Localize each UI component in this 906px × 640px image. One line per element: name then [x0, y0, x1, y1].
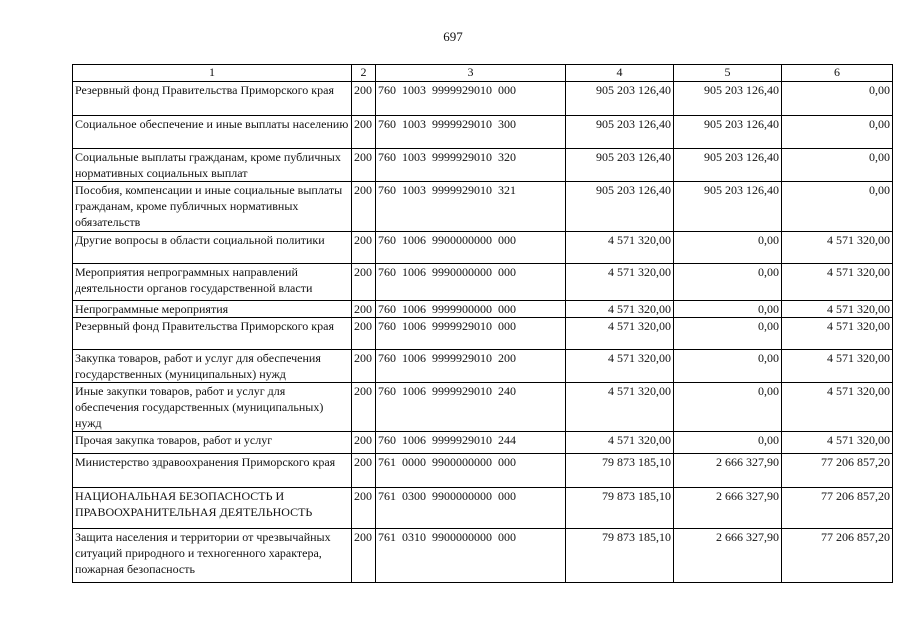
row-value-5: 905 203 126,40 [674, 82, 782, 116]
page-number: 697 [443, 29, 463, 44]
row-value-6: 4 571 320,00 [782, 318, 893, 350]
row-grbs: 200 [352, 182, 376, 232]
row-value-5: 905 203 126,40 [674, 149, 782, 182]
row-value-4: 905 203 126,40 [566, 116, 674, 149]
row-value-5: 2 666 327,90 [674, 488, 782, 529]
row-value-5: 0,00 [674, 350, 782, 383]
row-name: Пособия, компенсации и иные социальные выплаты гражданам, кроме публичных нормативных обязательств [73, 182, 352, 232]
row-value-4: 79 873 185,10 [566, 529, 674, 583]
row-value-6: 0,00 [782, 149, 893, 182]
row-value-4: 905 203 126,40 [566, 182, 674, 232]
row-value-4: 79 873 185,10 [566, 488, 674, 529]
row-name: Иные закупки товаров, работ и услуг для обеспечения государственных (муниципальных) нужд [73, 383, 352, 432]
row-value-5: 2 666 327,90 [674, 454, 782, 488]
table-row [73, 116, 893, 149]
row-code: 760 1003 9999929010 320 [376, 149, 566, 182]
row-code: 760 1006 9999929010 000 [376, 318, 566, 350]
table-row [73, 318, 893, 350]
row-code: 760 1006 9900000000 000 [376, 232, 566, 264]
row-name: Резервный фонд Правительства Приморского края [73, 318, 352, 350]
table-row [73, 149, 893, 182]
table-row [73, 529, 893, 583]
column-header: 5 [674, 65, 782, 82]
row-value-5: 905 203 126,40 [674, 116, 782, 149]
row-value-5: 0,00 [674, 318, 782, 350]
table-row [73, 454, 893, 488]
row-value-5: 2 666 327,90 [674, 529, 782, 583]
row-grbs: 200 [352, 488, 376, 529]
table-row [73, 182, 893, 232]
row-grbs: 200 [352, 383, 376, 432]
row-value-4: 4 571 320,00 [566, 383, 674, 432]
row-name: Социальные выплаты гражданам, кроме публичных нормативных социальных выплат [73, 149, 352, 182]
row-value-6: 0,00 [782, 182, 893, 232]
row-value-6: 77 206 857,20 [782, 488, 893, 529]
row-name: Мероприятия непрограммных направлений деятельности органов государственной власти [73, 264, 352, 301]
row-grbs: 200 [352, 318, 376, 350]
row-name: Защита населения и территории от чрезвычайных ситуаций природного и техногенного характера, пожарная безопасность [73, 529, 352, 583]
table-row [73, 488, 893, 529]
table-row [73, 383, 893, 432]
row-code: 760 1006 9999900000 000 [376, 301, 566, 318]
column-header: 4 [566, 65, 674, 82]
row-value-4: 4 571 320,00 [566, 432, 674, 454]
row-grbs: 200 [352, 529, 376, 583]
row-value-6: 4 571 320,00 [782, 350, 893, 383]
row-code: 760 1003 9999929010 000 [376, 82, 566, 116]
table-row [73, 350, 893, 383]
row-value-5: 905 203 126,40 [674, 182, 782, 232]
row-grbs: 200 [352, 432, 376, 454]
row-code: 760 1006 9999929010 200 [376, 350, 566, 383]
column-header: 1 [73, 65, 352, 82]
table-row [73, 432, 893, 454]
row-value-6: 4 571 320,00 [782, 232, 893, 264]
row-value-4: 4 571 320,00 [566, 232, 674, 264]
row-grbs: 200 [352, 454, 376, 488]
table-row [73, 264, 893, 301]
row-grbs: 200 [352, 264, 376, 301]
row-value-6: 0,00 [782, 116, 893, 149]
row-grbs: 200 [352, 82, 376, 116]
table-row [73, 232, 893, 264]
row-name: Прочая закупка товаров, работ и услуг [73, 432, 352, 454]
row-name: Другие вопросы в области социальной политики [73, 232, 352, 264]
row-grbs: 200 [352, 350, 376, 383]
row-value-4: 4 571 320,00 [566, 350, 674, 383]
table-header-row [73, 65, 893, 82]
row-code: 760 1006 9990000000 000 [376, 264, 566, 301]
row-value-5: 0,00 [674, 232, 782, 264]
table-row [73, 82, 893, 116]
row-value-5: 0,00 [674, 264, 782, 301]
row-value-4: 905 203 126,40 [566, 82, 674, 116]
column-header: 2 [352, 65, 376, 82]
row-name: НАЦИОНАЛЬНАЯ БЕЗОПАСНОСТЬ И ПРАВООХРАНИТЕЛЬНАЯ ДЕЯТЕЛЬНОСТЬ [73, 488, 352, 529]
row-value-6: 4 571 320,00 [782, 383, 893, 432]
row-code: 760 1006 9999929010 244 [376, 432, 566, 454]
budget-table [72, 64, 893, 583]
row-code: 761 0000 9900000000 000 [376, 454, 566, 488]
row-value-4: 905 203 126,40 [566, 149, 674, 182]
column-header: 3 [376, 65, 566, 82]
row-value-5: 0,00 [674, 301, 782, 318]
row-grbs: 200 [352, 116, 376, 149]
column-header: 6 [782, 65, 893, 82]
row-name: Закупка товаров, работ и услуг для обеспечения государственных (муниципальных) нужд [73, 350, 352, 383]
table-row [73, 301, 893, 318]
row-code: 760 1003 9999929010 321 [376, 182, 566, 232]
row-value-6: 4 571 320,00 [782, 264, 893, 301]
row-value-4: 79 873 185,10 [566, 454, 674, 488]
row-name: Непрограммные мероприятия [73, 301, 352, 318]
row-value-4: 4 571 320,00 [566, 264, 674, 301]
row-code: 761 0300 9900000000 000 [376, 488, 566, 529]
row-code: 760 1006 9999929010 240 [376, 383, 566, 432]
row-grbs: 200 [352, 301, 376, 318]
row-value-5: 0,00 [674, 383, 782, 432]
row-name: Резервный фонд Правительства Приморского края [73, 82, 352, 116]
row-value-6: 77 206 857,20 [782, 454, 893, 488]
row-value-6: 0,00 [782, 82, 893, 116]
row-grbs: 200 [352, 232, 376, 264]
row-value-4: 4 571 320,00 [566, 318, 674, 350]
row-name: Социальное обеспечение и иные выплаты населению [73, 116, 352, 149]
row-value-5: 0,00 [674, 432, 782, 454]
row-value-6: 4 571 320,00 [782, 301, 893, 318]
row-value-6: 4 571 320,00 [782, 432, 893, 454]
row-name: Министерство здравоохранения Приморского края [73, 454, 352, 488]
row-value-4: 4 571 320,00 [566, 301, 674, 318]
row-value-6: 77 206 857,20 [782, 529, 893, 583]
row-code: 760 1003 9999929010 300 [376, 116, 566, 149]
row-code: 761 0310 9900000000 000 [376, 529, 566, 583]
row-grbs: 200 [352, 149, 376, 182]
